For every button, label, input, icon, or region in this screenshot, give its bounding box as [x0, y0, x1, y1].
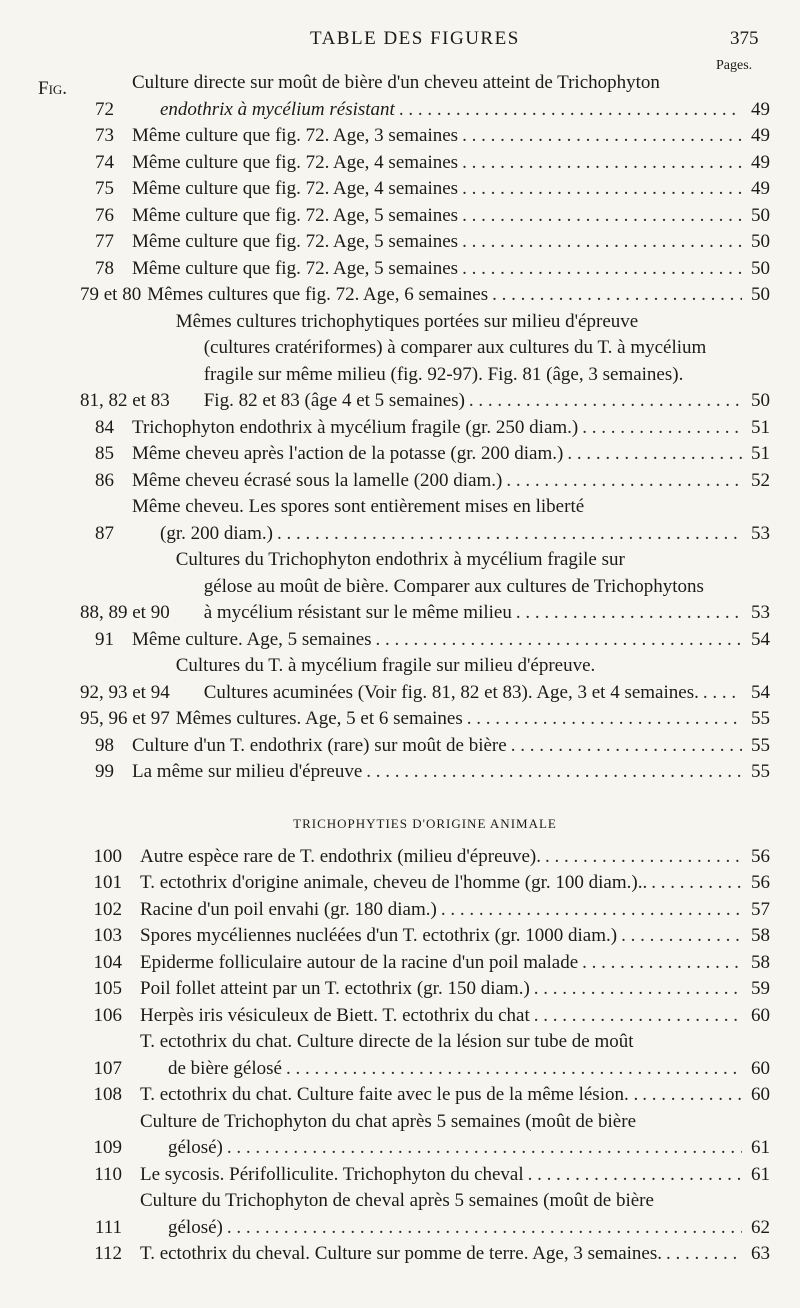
dot-leader: [488, 282, 742, 309]
figure-entry: [80, 494, 770, 547]
caption-line: Même cheveu. Les spores sont entièrement mises en liberté: [132, 496, 585, 517]
caption-text: Mêmes cultures que fig. 72. Age, 6 semaines: [147, 284, 489, 305]
page-reference: 62: [751, 1216, 770, 1238]
dot-leader: [541, 844, 742, 871]
figure-caption: [132, 70, 770, 123]
figure-number: 98: [95, 734, 114, 756]
page-reference: 58: [751, 925, 770, 946]
caption-last-line: [132, 256, 770, 283]
page-reference: 60: [751, 1084, 770, 1105]
caption-text: de bière gélosé: [168, 1057, 282, 1079]
caption-last-line: [132, 176, 770, 203]
page-reference: 55: [751, 761, 770, 782]
figure-caption: [140, 1109, 770, 1162]
figure-entry: [80, 733, 770, 760]
figure-entry: [80, 759, 770, 786]
figure-caption: [140, 870, 770, 897]
figure-caption: [140, 1082, 770, 1109]
caption-last-line: [132, 203, 770, 230]
caption-last-line: [140, 870, 770, 897]
page-reference: 55: [751, 708, 770, 729]
figure-number: 102: [93, 898, 122, 920]
caption-last-line: [176, 706, 770, 733]
figure-caption: [132, 123, 770, 150]
caption-text: Même cheveu écrasé sous la lamelle (200 diam.): [132, 469, 503, 491]
caption-last-line: [132, 759, 770, 786]
figure-number: 95, 96 et 97: [80, 708, 170, 729]
page-reference: 49: [751, 151, 770, 173]
caption-last-line: [132, 150, 770, 177]
caption-text: Poil follet atteint par un T. ectothrix (gr. 150 diam.): [140, 978, 530, 999]
caption-text: Le sycosis. Périfolliculite. Trichophyton du cheval: [140, 1163, 524, 1185]
figure-entry: [80, 468, 770, 495]
figure-caption: [176, 653, 770, 706]
dot-leader: [578, 415, 742, 442]
figure-entry: [80, 976, 770, 1003]
figure-caption: [132, 256, 770, 283]
page-reference: 61: [751, 1163, 770, 1185]
caption-text: Trichophyton endothrix à mycélium fragile (gr. 250 diam.): [132, 416, 579, 438]
dot-leader: [273, 521, 742, 548]
figure-number: 77: [95, 231, 114, 252]
caption-text: Epiderme folliculaire autour de la racine d'un poil malade: [140, 951, 579, 973]
figure-caption: [132, 494, 770, 547]
dot-leader: [223, 1135, 742, 1162]
pages-column-label: Pages.: [716, 58, 753, 73]
figure-entry: [80, 441, 770, 468]
figure-caption: [140, 1003, 770, 1030]
page-reference: 50: [751, 231, 770, 252]
dot-leader: [458, 176, 742, 203]
dot-leader: [524, 1162, 742, 1189]
caption-text: La même sur milieu d'épreuve: [132, 761, 363, 782]
figure-list: [80, 70, 770, 1268]
caption-last-line: [132, 627, 770, 654]
figure-entry: [80, 844, 770, 871]
caption-text: Spores mycéliennes nucléées d'un T. ectothrix (gr. 1000 diam.): [140, 925, 618, 946]
page-reference: 54: [751, 628, 770, 650]
figure-caption: [132, 468, 770, 495]
figure-caption: [140, 950, 770, 977]
dot-leader: [395, 97, 742, 124]
page-reference: 49: [751, 98, 770, 120]
caption-line: Cultures du Trichophyton endothrix à mycélium fragile sur: [175, 549, 625, 570]
page-reference: 54: [751, 681, 770, 703]
page-reference: 58: [751, 951, 770, 973]
caption-line: gélose au moût de bière. Comparer aux cultures de Trichophytons: [203, 575, 704, 597]
caption-text: Fig. 82 et 83 (âge 4 et 5 semaines): [203, 390, 465, 411]
caption-text: T. ectothrix du cheval. Culture sur pomme de terre. Age, 3 semaines.: [140, 1243, 662, 1264]
caption-last-line: [140, 1056, 770, 1083]
figure-caption: [176, 706, 770, 733]
dot-leader: [463, 706, 742, 733]
figure-number: 106: [93, 1004, 122, 1026]
dot-leader: [530, 1003, 742, 1030]
figure-number: 109: [93, 1137, 122, 1158]
figure-number: 103: [93, 925, 122, 946]
figure-caption: [132, 733, 770, 760]
page-reference: 55: [751, 734, 770, 756]
figure-caption: [132, 203, 770, 230]
figure-number: 84: [95, 416, 114, 438]
figure-caption: [140, 923, 770, 950]
caption-text: Mêmes cultures. Age, 5 et 6 semaines: [175, 708, 463, 729]
figure-number: 101: [93, 872, 122, 893]
caption-last-line: [140, 897, 770, 924]
figure-number: 85: [95, 443, 114, 464]
caption-last-line: [140, 844, 770, 871]
caption-text: Même culture que fig. 72. Age, 4 semaines: [132, 151, 459, 173]
figure-number: 100: [93, 845, 122, 867]
figure-entry: [80, 1241, 770, 1268]
caption-text: gélosé): [168, 1137, 223, 1158]
caption-text: gélosé): [168, 1216, 223, 1238]
caption-text: endothrix à mycélium résistant: [160, 98, 395, 120]
caption-last-line: [147, 282, 770, 309]
dot-leader: [638, 1082, 742, 1109]
dot-leader: [502, 468, 742, 495]
figure-number: 110: [94, 1163, 122, 1185]
figure-entry: [80, 870, 770, 897]
running-head: [0, 28, 800, 56]
caption-text: Même culture que fig. 72. Age, 5 semaines: [132, 257, 459, 279]
figure-caption: [140, 976, 770, 1003]
figure-entry: [80, 415, 770, 442]
caption-line: Culture du Trichophyton de cheval après 5 semaines (moût de bière: [140, 1190, 654, 1211]
fig-prefix: Fig.: [38, 78, 68, 99]
page-reference: 50: [751, 284, 770, 305]
caption-last-line: [132, 123, 770, 150]
section-heading: TRICHOPHYTIES D'ORIGINE ANIMALE: [293, 815, 557, 831]
caption-line: Cultures du T. à mycélium fragile sur milieu d'épreuve.: [175, 655, 596, 676]
figure-caption: [176, 547, 770, 627]
page-reference: 51: [751, 416, 770, 438]
figure-caption: [132, 759, 770, 786]
figure-number: 108: [93, 1084, 122, 1105]
running-title: TABLE DES FIGURES: [310, 28, 520, 49]
caption-text: à mycélium résistant sur le même milieu: [203, 602, 512, 623]
caption-last-line: [132, 415, 770, 442]
caption-text: Même culture que fig. 72. Age, 3 semaines: [132, 125, 459, 146]
figure-number: 111: [94, 1216, 122, 1238]
page-reference: 56: [751, 872, 770, 893]
figure-entry: [80, 1029, 770, 1082]
caption-last-line: [140, 1162, 770, 1189]
caption-line: Culture de Trichophyton du chat après 5 semaines (moût de bière: [140, 1110, 637, 1132]
caption-line: fragile sur même milieu (fig. 92-97). Fig. 81 (âge, 3 semaines).: [203, 363, 684, 385]
dot-leader: [458, 256, 742, 283]
figure-caption: [140, 844, 770, 871]
figure-caption: [140, 1188, 770, 1241]
figure-entry: [80, 176, 770, 203]
figure-caption: [132, 627, 770, 654]
figure-entry: [80, 282, 770, 309]
caption-last-line: [132, 441, 770, 468]
figure-entry: [80, 1162, 770, 1189]
dot-leader: [530, 976, 742, 1003]
dot-leader: [223, 1215, 742, 1242]
figure-caption: [132, 176, 770, 203]
dot-leader: [372, 627, 742, 654]
figure-number: 112: [94, 1243, 122, 1264]
page-reference: 50: [751, 257, 770, 279]
caption-text: T. ectothrix du chat. Culture faite avec le pus de la même lésion. .: [140, 1084, 639, 1105]
caption-text: Même culture que fig. 72. Age, 4 semaines: [132, 178, 459, 199]
figure-number: 79 et 80: [80, 284, 142, 305]
page-reference: 63: [751, 1243, 770, 1264]
figure-entry: [80, 229, 770, 256]
figure-entry: [80, 923, 770, 950]
page-reference: 52: [751, 469, 770, 491]
caption-last-line: [140, 1135, 770, 1162]
caption-line: Mêmes cultures trichophytiques portées sur milieu d'épreuve: [175, 310, 639, 332]
dot-leader: [578, 950, 742, 977]
caption-last-line: [132, 733, 770, 760]
dot-leader: [458, 203, 742, 230]
figure-number: 104: [93, 951, 122, 973]
caption-last-line: [140, 976, 770, 1003]
figure-number: 76: [95, 204, 114, 226]
caption-last-line: [140, 923, 770, 950]
dot-leader: [563, 441, 742, 468]
caption-text: Même culture que fig. 72. Age, 5 semaines: [132, 204, 459, 226]
caption-text: Même culture. Age, 5 semaines: [132, 628, 372, 650]
caption-line: Culture directe sur moût de bière d'un cheveu atteint de Trichophyton: [132, 72, 660, 93]
figure-entry: [80, 897, 770, 924]
figure-caption: [140, 1029, 770, 1082]
page-reference: 53: [751, 522, 770, 544]
figure-number: 75: [95, 178, 114, 199]
dot-leader: [362, 759, 742, 786]
figure-number: 99: [95, 761, 114, 782]
dot-leader: [437, 897, 742, 924]
page-reference: 49: [751, 178, 770, 199]
page-reference: 56: [751, 845, 770, 867]
caption-text: Herpès iris vésiculeux de Biett. T. ectothrix du chat: [140, 1004, 530, 1026]
figure-number: 88, 89 et 90: [80, 602, 170, 623]
page-reference: 50: [751, 204, 770, 226]
figure-entry: [80, 309, 770, 415]
caption-last-line: [132, 468, 770, 495]
figure-caption: [132, 415, 770, 442]
page-reference: 61: [751, 1137, 770, 1158]
figure-entry: [80, 203, 770, 230]
dot-leader: [699, 680, 742, 707]
dot-leader: [282, 1056, 742, 1083]
figure-entry: [80, 1003, 770, 1030]
dot-leader: [617, 923, 742, 950]
caption-last-line: [140, 1215, 770, 1242]
page-reference: 50: [751, 390, 770, 411]
page-number: 375: [730, 28, 759, 49]
figure-number: 92, 93 et 94: [80, 681, 170, 703]
figure-entry: [80, 706, 770, 733]
caption-text: T. ectothrix d'origine animale, cheveu de l'homme (gr. 100 diam.)..: [140, 872, 648, 893]
figure-caption: [140, 1162, 770, 1189]
figure-number: 78: [95, 257, 114, 279]
figure-caption: [147, 282, 770, 309]
caption-last-line: [132, 229, 770, 256]
page-reference: 60: [751, 1057, 770, 1079]
figure-number: 74: [95, 151, 114, 173]
figure-number: 87: [95, 522, 114, 544]
caption-last-line: [140, 950, 770, 977]
figure-entry: [80, 1082, 770, 1109]
dot-leader: [512, 600, 742, 627]
figure-entry: [80, 653, 770, 706]
figure-number: 73: [95, 125, 114, 146]
caption-last-line: [176, 600, 770, 627]
figure-entry: [80, 256, 770, 283]
caption-last-line: [132, 97, 770, 124]
figure-caption: [132, 229, 770, 256]
dot-leader: [507, 733, 742, 760]
figure-list-group-2: [80, 844, 770, 1268]
figure-entry: [80, 1109, 770, 1162]
caption-last-line: [176, 388, 770, 415]
dot-leader: [458, 123, 742, 150]
caption-last-line: [176, 680, 770, 707]
caption-last-line: [140, 1082, 770, 1109]
dot-leader: [647, 870, 742, 897]
dot-leader: [458, 229, 742, 256]
caption-line: T. ectothrix du chat. Culture directe de la lésion sur tube de moût: [140, 1031, 634, 1052]
caption-text: Même cheveu après l'action de la potasse (gr. 200 diam.): [132, 443, 564, 464]
page-reference: 60: [751, 1004, 770, 1026]
dot-leader: [465, 388, 742, 415]
figure-list-group-1: [80, 70, 770, 786]
caption-text: Racine d'un poil envahi (gr. 180 diam.): [140, 898, 437, 920]
dot-leader: [662, 1241, 742, 1268]
figure-entry: [80, 627, 770, 654]
caption-text: Même culture que fig. 72. Age, 5 semaines: [132, 231, 459, 252]
page-reference: 49: [751, 125, 770, 146]
figure-number: 107: [93, 1057, 122, 1079]
page-reference: 51: [751, 443, 770, 464]
figure-caption: [176, 309, 770, 415]
caption-last-line: [140, 1003, 770, 1030]
page-reference: 59: [751, 978, 770, 999]
figure-caption: [132, 150, 770, 177]
figure-entry: [80, 1188, 770, 1241]
page-reference: 53: [751, 602, 770, 623]
page-reference: 57: [751, 898, 770, 920]
caption-last-line: [140, 1241, 770, 1268]
caption-last-line: [132, 521, 770, 548]
figure-number: 72: [95, 98, 114, 120]
dot-leader: [458, 150, 742, 177]
caption-text: Cultures acuminées (Voir fig. 81, 82 et 83). Age, 3 et 4 semaines.: [203, 681, 699, 703]
figure-entry: [80, 547, 770, 627]
caption-line: (cultures cratériformes) à comparer aux cultures du T. à mycélium: [203, 337, 707, 358]
caption-text: Autre espèce rare de T. endothrix (milieu d'épreuve).: [140, 845, 542, 867]
figure-entry: [80, 70, 770, 123]
figure-caption: [140, 897, 770, 924]
figure-caption: [132, 441, 770, 468]
figure-number: 105: [93, 978, 122, 999]
figure-number: 86: [95, 469, 114, 491]
figure-entry: [80, 150, 770, 177]
figure-number: 91: [95, 628, 114, 650]
figure-entry: [80, 950, 770, 977]
caption-text: Culture d'un T. endothrix (rare) sur moût de bière: [132, 734, 507, 756]
caption-text: (gr. 200 diam.): [160, 522, 273, 544]
figure-caption: [140, 1241, 770, 1268]
figure-entry: [80, 123, 770, 150]
figure-number: 81, 82 et 83: [80, 390, 170, 411]
